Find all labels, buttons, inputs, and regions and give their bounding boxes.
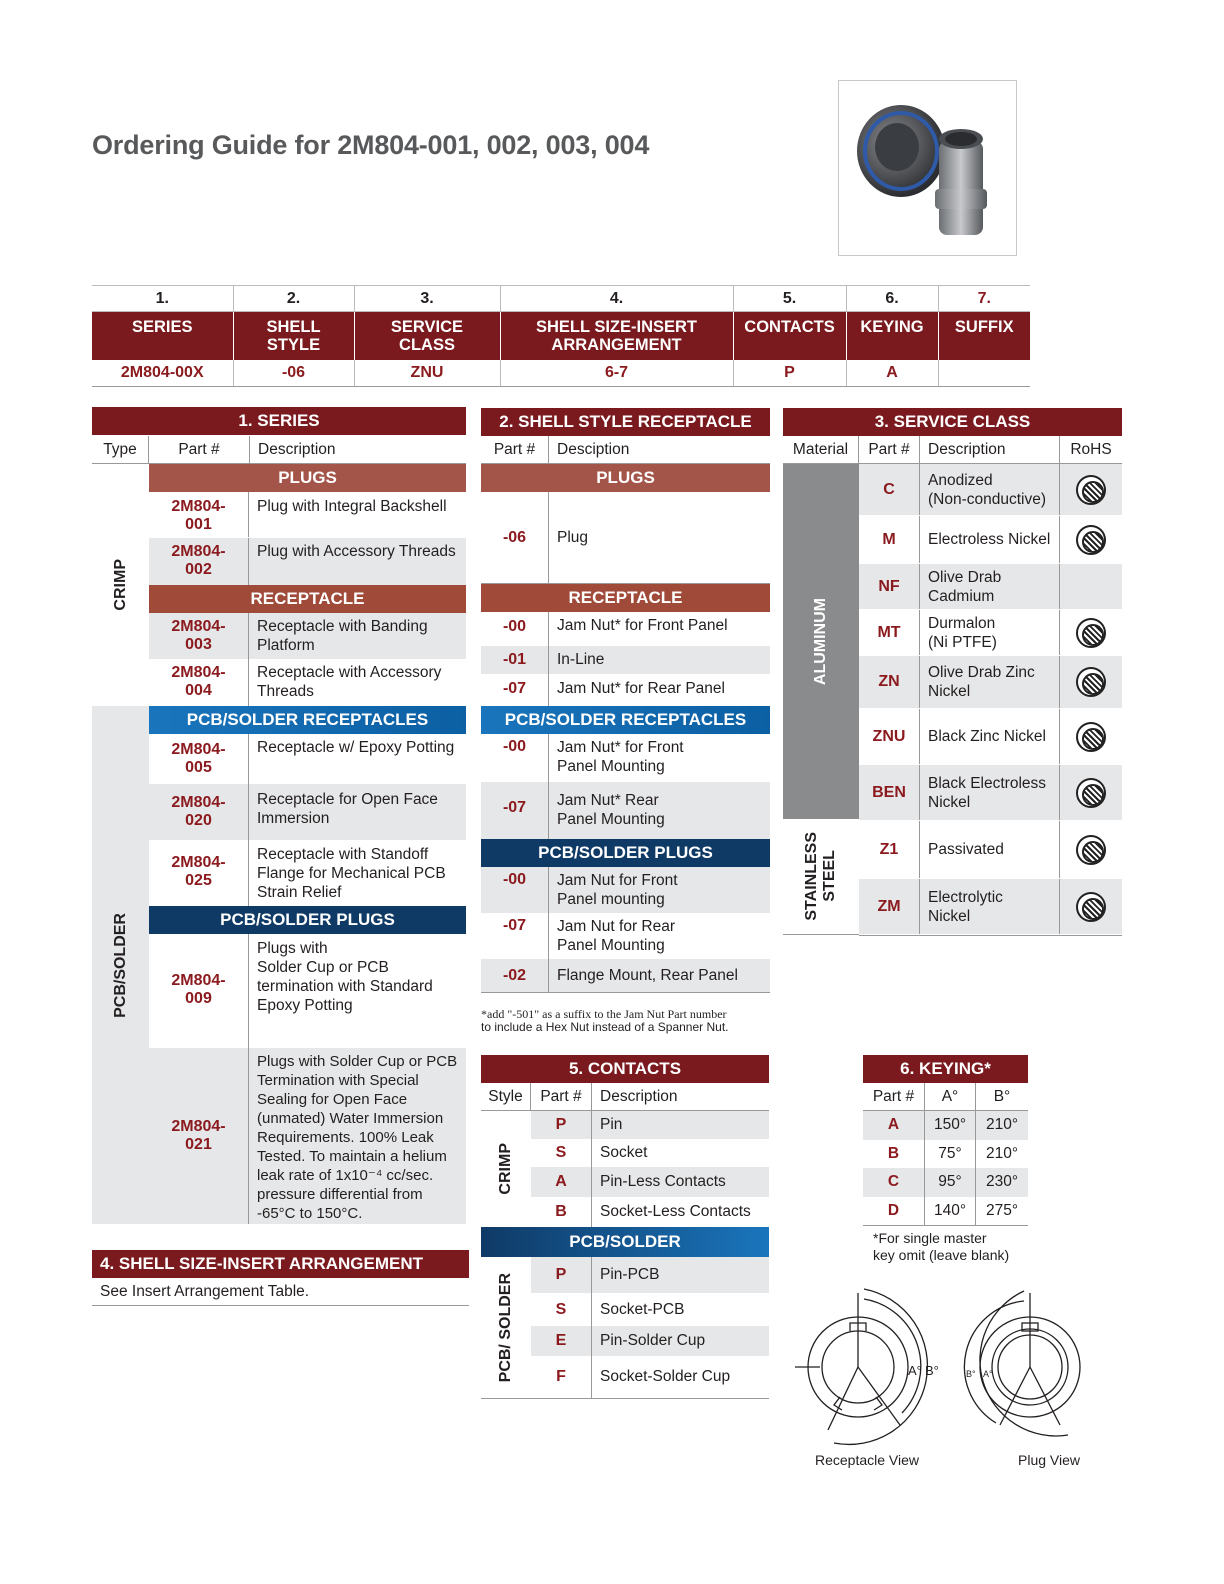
keying-cols [863,1083,1028,1111]
rohs-icon [1076,525,1106,555]
step-value: P [733,360,846,387]
part-number: C [859,464,920,515]
table-row [531,1139,769,1167]
contacts-pcb-band: PCB/SOLDER [481,1227,769,1257]
part-number: -07 [481,913,549,959]
col-material: Material [783,436,859,463]
table-row [481,734,770,782]
description: Jam Nut for Front Panel mounting [557,872,678,908]
step-number: 3. [354,286,500,312]
pcb-label: PCB/ SOLDER [497,1272,514,1383]
part-number: MT [859,610,920,655]
part-number: D [863,1197,925,1226]
shellsize-text: See Insert Arrangement Table. [92,1280,469,1306]
description: Receptacle with Banding Platform [257,618,428,654]
table-row [859,610,1122,656]
series-plugs [149,492,466,585]
table-row [149,934,466,1048]
table-row [863,1111,1028,1140]
page-title: Ordering Guide for 2M804-001, 002, 003, 004 [92,130,650,160]
col-type: Type [92,436,149,463]
ordering-code-table [92,285,1030,387]
angle-a-label: A° [908,1363,922,1378]
description: Pin-Less Contacts [600,1173,726,1190]
description: Jam Nut* for Front Panel [557,617,728,634]
contacts-pcb-side [481,1257,531,1399]
keying-rows [863,1111,1028,1226]
angle-line [828,1367,858,1430]
table-row [149,784,466,840]
part-number: P [531,1257,592,1293]
rohs-cell [1060,879,1122,934]
description: Electroless Nickel [920,516,1060,563]
shell-recepts [481,612,770,706]
col-desc: Desciption [557,441,630,458]
table-row [863,1168,1028,1197]
col-part: Part # [863,1083,925,1110]
part-number: -06 [481,492,549,583]
receptacle-band: RECEPTACLE [149,585,466,613]
description: Plug with Integral Backshell [257,498,447,515]
rohs-icon [1076,778,1106,808]
step-value [938,360,1030,387]
table-row [481,492,770,584]
steel-side [783,819,859,935]
part-number: F [531,1356,592,1398]
part-number: M [859,516,920,563]
angle-b: 210° [985,1144,1019,1162]
contacts-crimp-rows [531,1111,769,1227]
description: Socket-Less Contacts [600,1203,751,1220]
table-row [531,1356,769,1398]
table-row [531,1111,769,1139]
step-name: SHELL SIZE-INSERT ARRANGEMENT [500,312,733,360]
description: In-Line [557,651,605,668]
shell-pcb-plugs [481,867,770,993]
table-row [863,1140,1028,1169]
part-number: B [531,1197,592,1227]
step-name: CONTACTS [733,312,846,360]
table-row [149,1048,466,1224]
rohs-icon [1076,835,1106,865]
description: Plugs with Solder Cup or PCB Termination with Special Sealing for Open Face (unmated) Water Immersion Requirements. 100% Leak Tested. To maintain a helium leak rate of 1x10⁻⁴ cc/sec. pressure differential from -65°C to 150°C. [257,1053,458,1222]
angle-a: 95° [925,1168,976,1197]
part-number: 2M804- 001 [149,492,249,537]
plug-view-caption: Plug View [1018,1452,1081,1468]
table-row [481,913,770,959]
product-photo [838,80,1017,256]
series-pcb-plugs [149,934,466,1224]
step-name: SHELL STYLE [233,312,354,360]
step-number: 6. [846,286,938,312]
rohs-cell [1060,709,1122,764]
description: Olive Drab Cadmium [920,564,1060,609]
part-number: 2M804- 003 [149,613,249,659]
description: Black Electroless Nickel [920,765,1060,820]
angle-b-label: B° [925,1363,939,1378]
step-value: 2M804-00X [92,360,233,387]
part-number: -07 [481,782,549,839]
col-part: Part # [149,436,250,463]
table-row [149,659,466,706]
table-row [481,674,770,706]
rohs-icon [1076,618,1106,648]
angle-a: 150° [925,1111,976,1140]
part-number: -00 [481,734,549,782]
service-rows [859,464,1122,936]
part-number: 2M804- 002 [149,538,249,585]
description: Olive Drab Zinc Nickel [920,656,1060,708]
table-row [531,1293,769,1326]
shellsize-header: 4. SHELL SIZE-INSERT ARRANGEMENT [92,1250,469,1278]
part-number: A [863,1111,925,1140]
receptacle-band: RECEPTACLE [481,584,770,612]
part-number: -02 [481,959,549,992]
part-number: 2M804- 025 [149,840,249,906]
table-row [481,867,770,913]
contacts-pcb-rows [531,1257,769,1399]
step-number: 1. [92,286,233,312]
keying-header: 6. KEYING* [863,1055,1028,1083]
description: Socket-Solder Cup [600,1368,731,1385]
step-number: 5. [733,286,846,312]
shell-cols [481,436,770,464]
rohs-cell [1060,564,1122,609]
aluminum-side [783,464,859,819]
description: Durmalon (Ni PTFE) [920,610,1060,655]
series-pcb-recepts [149,734,466,906]
description: Flange Mount, Rear Panel [557,967,738,984]
pcb-recept-band: PCB/SOLDER RECEPTACLES [149,706,466,734]
part-number: BEN [859,765,920,820]
description: Pin [600,1116,623,1133]
table-row [531,1167,769,1197]
aluminum-label: ALUMINUM [812,597,829,686]
step-number: 7. [938,286,1030,312]
table-row [859,656,1122,709]
pcb-label: PCB/SOLDER [111,912,129,1018]
pcb-side [92,706,149,1224]
table-row [859,879,1122,935]
angle-b: 230° [985,1173,1019,1190]
jam-nut-note: *add "-501" as a suffix to the Jam Nut Part number [481,1007,727,1021]
part-number: ZN [859,656,920,708]
jam-nut-note-2: to include a Hex Nut instead of a Spanner Nut. [481,1020,729,1034]
description: Jam Nut* Rear Panel Mounting [557,792,665,828]
col-part: Part # [481,436,549,463]
angle-b: 275° [985,1201,1019,1219]
crimp-label: CRIMP [111,559,129,611]
rohs-icon [1076,892,1106,922]
rohs-icon [1076,475,1106,505]
part-number: 2M804- 009 [149,934,249,1048]
part-number: -00 [481,612,549,646]
part-number: B [863,1140,925,1169]
part-number: S [531,1139,592,1167]
rohs-cell [1060,464,1122,515]
part-number: -00 [481,867,549,913]
steel-label: STAINLESS STEEL [803,832,838,921]
table-row [859,821,1122,879]
table-row [149,734,466,784]
description: Passivated [920,821,1060,878]
shell-header: 2. SHELL STYLE RECEPTACLE [481,408,770,436]
service-header: 3. SERVICE CLASS [783,408,1122,436]
description: Plugs with Solder Cup or PCB termination with Standard Epoxy Potting [257,940,433,1014]
angle-a-label: A° [983,1369,993,1379]
part-number: Z1 [859,821,920,878]
contacts-cols [481,1083,769,1111]
rohs-cell [1060,656,1122,708]
col-b: B° [993,1088,1011,1105]
table-row [481,959,770,992]
table-row [863,1197,1028,1226]
part-number: P [531,1111,592,1139]
description: Anodized (Non-conductive) [920,464,1060,515]
part-number: -07 [481,674,549,706]
description: Jam Nut* for Rear Panel [557,680,725,697]
table-row [149,492,466,538]
pcb-plugs-band: PCB/SOLDER PLUGS [481,839,770,867]
step-value: -06 [233,360,354,387]
table-row [149,840,466,906]
part-number: 2M804- 004 [149,659,249,706]
description: Receptacle with Standoff Flange for Mechanical PCB Strain Relief [257,846,446,901]
description: Socket [600,1144,648,1161]
description: Receptacle with Accessory Threads [257,664,442,700]
part-number: C [863,1168,925,1197]
part-number: NF [859,564,920,609]
pcb-plugs-band: PCB/SOLDER PLUGS [149,906,466,934]
angle-a: 140° [925,1197,976,1226]
description: Pin-Solder Cup [600,1332,706,1349]
table-row [481,782,770,839]
step-name: KEYING [846,312,938,360]
description: Jam Nut* for Front Panel Mounting [557,739,684,775]
col-desc: Description [920,436,1060,463]
rohs-icon [1076,722,1106,752]
step-name: SERIES [92,312,233,360]
col-a: A° [925,1083,976,1110]
description: Pin-PCB [600,1266,660,1283]
part-number: 2M804- 021 [149,1048,249,1224]
table-row [859,709,1122,765]
part-number: A [531,1167,592,1197]
table-row [859,564,1122,610]
col-style: Style [481,1083,531,1110]
part-number: 2M804- 005 [149,734,249,784]
part-number: S [531,1293,592,1326]
pcb-recept-band: PCB/SOLDER RECEPTACLES [481,706,770,734]
crimp-label: CRIMP [497,1143,514,1195]
crimp-side [92,464,149,706]
description: Plug [557,529,589,546]
series-table [92,436,466,464]
series-header: 1. SERIES [92,407,466,435]
col-desc: Description [600,1088,678,1105]
description: Receptacle for Open Face Immersion [257,791,438,827]
series-recepts [149,613,466,706]
angle-b-label: B° [966,1369,976,1379]
contacts-header: 5. CONTACTS [481,1055,769,1083]
description: Jam Nut for Rear Panel Mounting [557,918,676,954]
rohs-icon [1076,667,1106,697]
part-number: ZNU [859,709,920,764]
rohs-cell [1060,610,1122,655]
part-number: 2M804- 020 [149,784,249,840]
description: Receptacle w/ Epoxy Potting [257,739,455,756]
step-value: A [846,360,938,387]
table-row [149,613,466,659]
col-part: Part # [531,1083,592,1110]
angle-b: 210° [985,1116,1019,1133]
col-rohs: RoHS [1070,441,1112,458]
part-number: ZM [859,879,920,934]
contacts-crimp-side [481,1111,531,1227]
rohs-cell [1060,516,1122,563]
table-row [481,612,770,646]
step-number: 4. [500,286,733,312]
table-row [859,765,1122,821]
table-row [531,1257,769,1293]
step-name: SERVICE CLASS [354,312,500,360]
step-number: 2. [233,286,354,312]
shell-pcb-recepts [481,734,770,839]
table-row [149,538,466,585]
step-value: 6-7 [500,360,733,387]
step-name: SUFFIX [938,312,1030,360]
rohs-cell [1060,765,1122,820]
service-cols [783,436,1122,464]
step-value: ZNU [354,360,500,387]
description: Plug with Accessory Threads [257,543,456,560]
receptacle-view-caption: Receptacle View [815,1452,920,1468]
angle-a: 75° [925,1140,976,1169]
table-row [859,516,1122,564]
keying-note: *For single master key omit (leave blank) [873,1230,1010,1263]
rohs-cell [1060,821,1122,878]
table-row [859,464,1122,516]
part-number: -01 [481,646,549,674]
plugs-band: PLUGS [149,464,466,492]
keying-diagrams [790,1285,1090,1455]
description: Socket-PCB [600,1300,685,1318]
description: Electrolytic Nickel [920,879,1060,934]
col-desc: Description [258,441,336,458]
description: Black Zinc Nickel [920,709,1060,764]
col-part: Part # [859,436,920,463]
plugs-band: PLUGS [481,464,770,492]
table-row [481,646,770,674]
part-number: E [531,1326,592,1356]
table-row [531,1197,769,1227]
table-row [531,1326,769,1356]
